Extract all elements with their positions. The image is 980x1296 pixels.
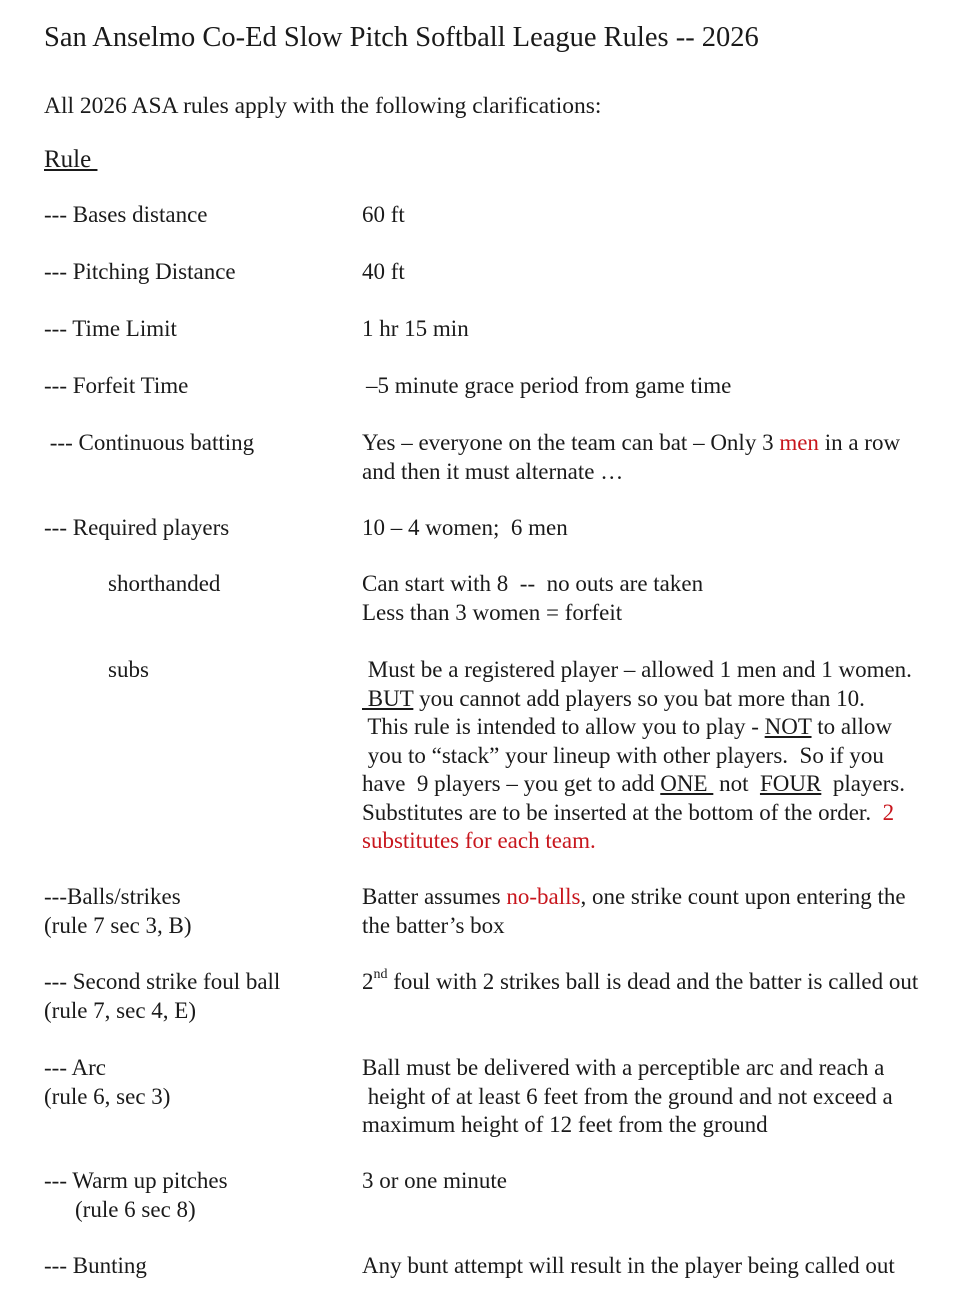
second-strike-num: 2: [362, 969, 374, 994]
rule-value-second-strike: [362, 968, 918, 997]
second-strike-sup: nd: [373, 967, 388, 983]
rule-label-bases-distance: --- Bases distance: [44, 202, 208, 227]
rule-label-pitching-distance: --- Pitching Distance: [44, 259, 236, 284]
balls-text-line2: the batter’s box: [362, 912, 505, 938]
rule-label-warm-up: [44, 1167, 228, 1224]
rule-value-forfeit-time: –5 minute grace period from game time: [366, 373, 732, 398]
rule-label-time-limit: --- Time Limit: [44, 316, 177, 341]
rule-label-arc: [44, 1054, 170, 1111]
rule-column-header: Rule: [44, 146, 98, 173]
continuous-text-red: men: [779, 430, 819, 455]
rule-value-time-limit: 1 hr 15 min: [362, 316, 469, 341]
rule-value-shorthanded: [362, 570, 703, 627]
balls-label-line1: ---Balls/strikes: [44, 884, 181, 909]
subs-line5-underlined-one: ONE: [660, 771, 714, 796]
subs-line5-pre: have 9 players – you get to add: [362, 771, 661, 796]
subs-line6-red: 2: [882, 799, 895, 825]
arc-line1: Ball must be delivered with a perceptible arc and reach a: [362, 1055, 885, 1080]
subs-line3-underlined: NOT: [764, 714, 812, 739]
rule-label-continuous-batting: --- Continuous batting: [44, 430, 255, 455]
continuous-text-line2: and then it must alternate …: [362, 458, 624, 484]
rule-value-balls-strikes: [362, 883, 906, 940]
rule-value-pitching-distance: 40 ft: [362, 259, 405, 284]
rule-label-required-players: --- Required players: [44, 515, 230, 540]
shorthanded-line1: Can start with 8 -- no outs are taken: [362, 571, 704, 596]
balls-text-pre: Batter assumes: [362, 884, 507, 909]
rule-value-required-players: 10 – 4 women; 6 men: [362, 515, 568, 540]
subs-line6-pre: Substitutes are to be inserted at the bottom of the order.: [362, 799, 883, 825]
rule-label-bunting: --- Bunting: [44, 1253, 147, 1278]
rule-label-forfeit-time: --- Forfeit Time: [44, 373, 189, 398]
rule-value-subs: [362, 656, 912, 856]
document-title: San Anselmo Co-Ed Slow Pitch Softball League Rules -- 2026: [44, 22, 759, 53]
continuous-text-post: in a row: [818, 430, 901, 455]
subs-line4: you to “stack” your lineup with other players. So if you: [362, 742, 884, 768]
balls-text-post: , one strike count upon entering the: [580, 884, 906, 909]
subs-line2-underlined: BUT: [362, 685, 414, 711]
rule-value-arc: [362, 1054, 893, 1140]
subs-line3-post: to allow: [811, 714, 893, 739]
subs-line3-pre: This rule is intended to allow you to play -: [362, 714, 765, 739]
arc-label-line2: (rule 6, sec 3): [44, 1083, 171, 1109]
subs-line7-red: substitutes for each team.: [362, 828, 596, 853]
arc-line2: height of at least 6 feet from the ground and not exceed a: [362, 1083, 893, 1109]
subs-line5-underlined-four: FOUR: [759, 771, 822, 796]
rule-label-balls-strikes: [44, 883, 192, 940]
balls-label-line2: (rule 7 sec 3, B): [44, 912, 192, 938]
rule-label-subs: subs: [108, 657, 149, 682]
arc-line3: maximum height of 12 feet from the ground: [362, 1112, 768, 1137]
rule-value-continuous-batting: [362, 429, 900, 486]
subs-line5-mid: not: [713, 771, 760, 796]
rule-value-warm-up: 3 or one minute: [362, 1168, 507, 1193]
warmup-label-line1: --- Warm up pitches: [44, 1168, 228, 1193]
intro-text: All 2026 ASA rules apply with the following clarifications:: [44, 93, 602, 119]
continuous-text-pre: Yes – everyone on the team can bat – Only 3: [362, 430, 780, 455]
rule-value-bases-distance: 60 ft: [362, 202, 405, 227]
subs-line2-rest: you cannot add players so you bat more than 10.: [413, 685, 865, 711]
second-strike-rest: foul with 2 strikes ball is dead and the batter is called out: [387, 969, 919, 994]
second-strike-label-line1: --- Second strike foul ball: [44, 969, 281, 994]
subs-line1: Must be a registered player – allowed 1 men and 1 women.: [362, 657, 912, 682]
rule-value-bunting: Any bunt attempt will result in the player being called out: [362, 1253, 895, 1278]
second-strike-label-line2: (rule 7, sec 4, E): [44, 997, 196, 1023]
balls-text-red: no-balls: [506, 884, 581, 909]
arc-label-line1: --- Arc: [44, 1055, 106, 1080]
rule-label-second-strike: [44, 968, 280, 1025]
rule-label-shorthanded: shorthanded: [108, 571, 221, 596]
warmup-label-line2: (rule 6 sec 8): [75, 1196, 196, 1222]
shorthanded-line2: Less than 3 women = forfeit: [362, 599, 623, 625]
subs-line5-post: players.: [821, 771, 905, 796]
